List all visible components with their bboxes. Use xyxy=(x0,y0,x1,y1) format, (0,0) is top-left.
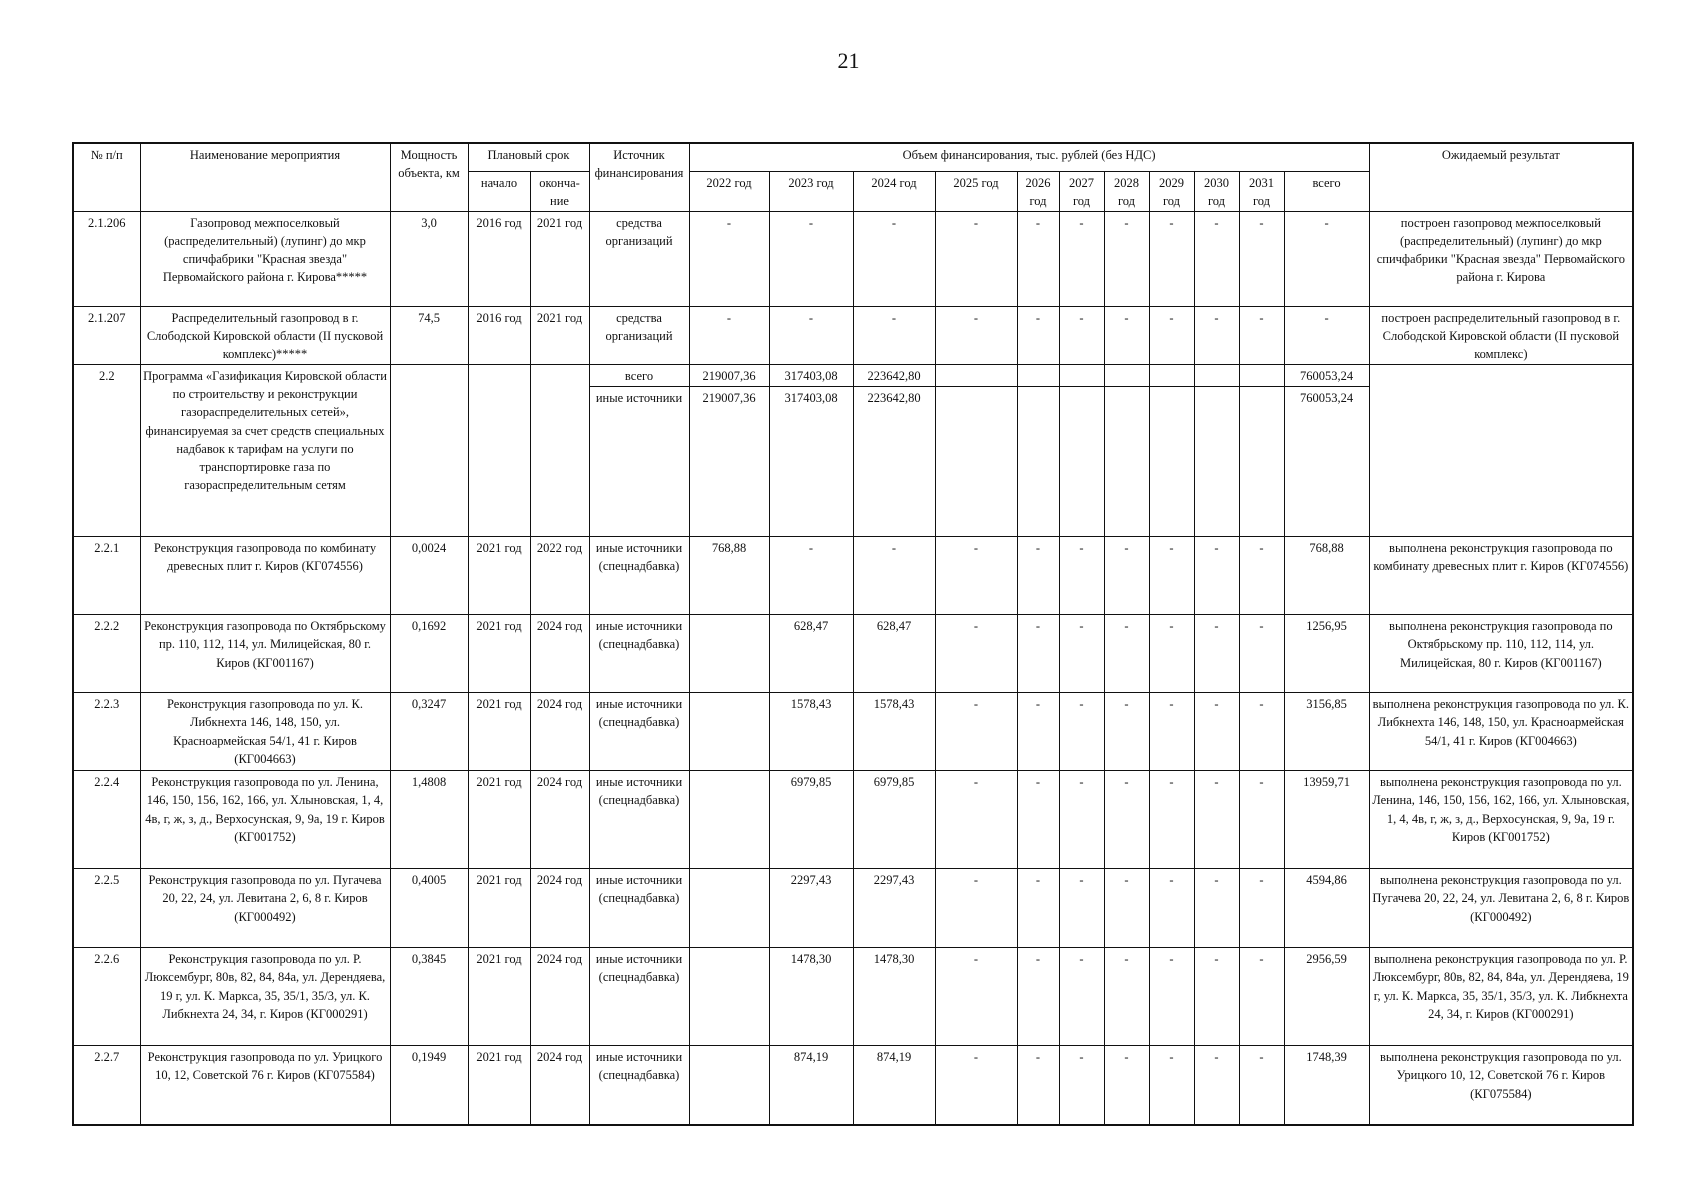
row-result: построен распределительный газопровод в г. Слободской Кировской области (II пусковой комплекс) xyxy=(1369,306,1633,364)
row-year-value: - xyxy=(1149,948,1194,1046)
header-total: всего xyxy=(1284,171,1369,211)
row-year-value: - xyxy=(1149,537,1194,615)
row-year-value: - xyxy=(1017,948,1059,1046)
row-year-value: 317403,08 xyxy=(769,365,853,387)
table-row xyxy=(73,869,1633,948)
row-year-value xyxy=(689,1046,769,1125)
financing-table xyxy=(72,142,1634,1126)
row-name: Реконструкция газопровода по ул. Пугачева 20, 22, 24, ул. Левитана 2, 6, 8 г. Киров (КГ000492) xyxy=(140,869,390,948)
row-year-value: - xyxy=(769,211,853,306)
row-num: 2.2.5 xyxy=(73,869,140,948)
row-year-value: - xyxy=(1239,771,1284,869)
header-num: № п/п xyxy=(73,143,140,211)
row-year-value: - xyxy=(1059,211,1104,306)
row-year-value: - xyxy=(1194,211,1239,306)
row-total: - xyxy=(1284,306,1369,364)
row-start: 2021 год xyxy=(468,615,530,693)
row-result: выполнена реконструкция газопровода по комбинату древесных плит г. Киров (КГ074556) xyxy=(1369,537,1633,615)
row-year-value xyxy=(689,948,769,1046)
row-year-value: - xyxy=(1059,1046,1104,1125)
row-year-value: - xyxy=(1239,211,1284,306)
row-year-value: - xyxy=(1059,771,1104,869)
header-year: 2031 год xyxy=(1239,171,1284,211)
table-row xyxy=(73,1046,1633,1125)
row-result: выполнена реконструкция газопровода по ул. Урицкого 10, 12, Советской 76 г. Киров (КГ075584) xyxy=(1369,1046,1633,1125)
row-year-value: - xyxy=(769,306,853,364)
row-source: иные источники (спецнадбавка) xyxy=(589,615,689,693)
row-year-value: - xyxy=(1017,306,1059,364)
row-year-value xyxy=(1104,365,1149,387)
row-start: 2021 год xyxy=(468,537,530,615)
row-year-value: 768,88 xyxy=(689,537,769,615)
row-start: 2021 год xyxy=(468,771,530,869)
row-num: 2.1.207 xyxy=(73,306,140,364)
header-year: 2028 год xyxy=(1104,171,1149,211)
row-capacity: 0,1692 xyxy=(390,615,468,693)
row-source: иные источники (спецнадбавка) xyxy=(589,537,689,615)
row-year-value: - xyxy=(1104,948,1149,1046)
row-year-value xyxy=(935,387,1017,537)
row-year-value: - xyxy=(1104,693,1149,771)
row-num: 2.2.7 xyxy=(73,1046,140,1125)
row-year-value: - xyxy=(935,306,1017,364)
row-year-value: - xyxy=(1239,869,1284,948)
row-year-value: - xyxy=(1194,869,1239,948)
row-num: 2.1.206 xyxy=(73,211,140,306)
table-row xyxy=(73,211,1633,306)
row-name: Реконструкция газопровода по комбинату древесных плит г. Киров (КГ074556) xyxy=(140,537,390,615)
row-year-value: - xyxy=(935,211,1017,306)
header-result: Ожидаемый результат xyxy=(1369,143,1633,211)
row-year-value: - xyxy=(1104,537,1149,615)
row-year-value: - xyxy=(1104,869,1149,948)
row-source: иные источники (спецнадбавка) xyxy=(589,869,689,948)
header-source: Источник финансирования xyxy=(589,143,689,211)
row-year-value: - xyxy=(1239,615,1284,693)
row-result: построен газопровод межпоселковый (распределительный) (лупинг) до мкр спичфабрики "Красная звезда" Первомайского района г. Кирова xyxy=(1369,211,1633,306)
row-year-value: - xyxy=(853,211,935,306)
header-year: 2024 год xyxy=(853,171,935,211)
row-year-value: - xyxy=(1194,306,1239,364)
header-period: Плановый срок xyxy=(468,143,589,171)
row-name: Реконструкция газопровода по ул. К. Либкнехта 146, 148, 150, ул. Красноармейская 54/1, 41 г. Киров (КГ004663) xyxy=(140,693,390,771)
header-year: 2027 год xyxy=(1059,171,1104,211)
header-year: 2023 год xyxy=(769,171,853,211)
row-year-value: - xyxy=(1239,306,1284,364)
row-name: Реконструкция газопровода по ул. Ленина, 146, 150, 156, 162, 166, ул. Хлыновская, 1, 4, 4в, г, ж, з, д., Верхосунская, 9, 9а, 19 г. Киров (КГ001752) xyxy=(140,771,390,869)
row-total: 3156,85 xyxy=(1284,693,1369,771)
row-year-value: - xyxy=(1017,1046,1059,1125)
row-year-value: - xyxy=(1239,693,1284,771)
row-year-value: - xyxy=(935,771,1017,869)
row-source: иные источники (спецнадбавка) xyxy=(589,1046,689,1125)
header-year: 2025 год xyxy=(935,171,1017,211)
header-start: начало xyxy=(468,171,530,211)
header-year: 2026 год xyxy=(1017,171,1059,211)
row-year-value: 1578,43 xyxy=(853,693,935,771)
row-name: Распределительный газопровод в г. Слободской Кировской области (II пусковой комплекс)***** xyxy=(140,306,390,364)
header-year: 2029 год xyxy=(1149,171,1194,211)
table-row xyxy=(73,615,1633,693)
header-year: 2030 год xyxy=(1194,171,1239,211)
row-year-value: - xyxy=(1239,1046,1284,1125)
row-year-value: - xyxy=(853,306,935,364)
row-year-value: - xyxy=(1059,869,1104,948)
row-year-value: 874,19 xyxy=(853,1046,935,1125)
row-year-value: - xyxy=(1194,693,1239,771)
row-year-value: - xyxy=(1017,869,1059,948)
row-year-value: - xyxy=(935,693,1017,771)
row-start: 2021 год xyxy=(468,948,530,1046)
row-year-value: - xyxy=(689,211,769,306)
row-capacity: 0,1949 xyxy=(390,1046,468,1125)
row-year-value: 1578,43 xyxy=(769,693,853,771)
row-year-value: 6979,85 xyxy=(769,771,853,869)
row-year-value: - xyxy=(1149,615,1194,693)
row-source: иные источники (спецнадбавка) xyxy=(589,693,689,771)
row-result: выполнена реконструкция газопровода по Октябрьскому пр. 110, 112, 114, ул. Милицейская, 80 г. Киров (КГ001167) xyxy=(1369,615,1633,693)
row-year-value: 628,47 xyxy=(853,615,935,693)
row-year-value xyxy=(1059,365,1104,387)
row-capacity: 0,3247 xyxy=(390,693,468,771)
row-year-value: - xyxy=(935,1046,1017,1125)
row-year-value: - xyxy=(935,537,1017,615)
row-capacity: 74,5 xyxy=(390,306,468,364)
row-year-value: - xyxy=(1194,615,1239,693)
row-num: 2.2 xyxy=(73,365,140,537)
row-capacity: 0,3845 xyxy=(390,948,468,1046)
row-year-value xyxy=(1239,365,1284,387)
row-end: 2024 год xyxy=(530,948,589,1046)
row-year-value: 219007,36 xyxy=(689,365,769,387)
header-year: 2022 год xyxy=(689,171,769,211)
row-year-value: 1478,30 xyxy=(853,948,935,1046)
row-name: Реконструкция газопровода по ул. Урицкого 10, 12, Советской 76 г. Киров (КГ075584) xyxy=(140,1046,390,1125)
row-end xyxy=(530,365,589,537)
row-year-value: - xyxy=(1104,306,1149,364)
row-year-value xyxy=(689,615,769,693)
row-year-value: - xyxy=(1149,1046,1194,1125)
row-year-value xyxy=(1149,365,1194,387)
row-start: 2016 год xyxy=(468,306,530,364)
row-year-value: - xyxy=(1194,1046,1239,1125)
row-name: Программа «Газификация Кировской области по строительству и реконструкции газораспределительных сетей», финансируемая за счет средств специальных надбавок к тарифам на услуги по транспортировке газа по газораспределительным сетям xyxy=(140,365,390,537)
row-year-value: 2297,43 xyxy=(853,869,935,948)
row-year-value: 223642,80 xyxy=(853,387,935,537)
row-source: средства организаций xyxy=(589,211,689,306)
row-year-value: - xyxy=(1239,537,1284,615)
row-num: 2.2.2 xyxy=(73,615,140,693)
row-name: Газопровод межпоселковый (распределительный) (лупинг) до мкр спичфабрики "Красная звезда" Первомайского района г. Кирова***** xyxy=(140,211,390,306)
row-source: иные источники xyxy=(589,387,689,537)
row-year-value: - xyxy=(1059,537,1104,615)
row-year-value: - xyxy=(1104,771,1149,869)
row-year-value: 2297,43 xyxy=(769,869,853,948)
row-year-value: - xyxy=(1059,615,1104,693)
row-year-value xyxy=(1194,387,1239,537)
row-start: 2021 год xyxy=(468,693,530,771)
row-total: 2956,59 xyxy=(1284,948,1369,1046)
row-capacity: 3,0 xyxy=(390,211,468,306)
row-year-value: - xyxy=(1059,306,1104,364)
row-year-value xyxy=(1239,387,1284,537)
row-year-value: - xyxy=(1104,615,1149,693)
row-year-value: - xyxy=(1149,211,1194,306)
row-year-value: - xyxy=(1104,211,1149,306)
row-year-value xyxy=(689,771,769,869)
row-source: всего xyxy=(589,365,689,387)
row-year-value: - xyxy=(1059,693,1104,771)
table-row xyxy=(73,693,1633,771)
row-total: - xyxy=(1284,211,1369,306)
row-year-value: - xyxy=(1017,211,1059,306)
row-year-value: - xyxy=(1017,615,1059,693)
header-funding: Объем финансирования, тыс. рублей (без НДС) xyxy=(689,143,1369,171)
row-end: 2021 год xyxy=(530,306,589,364)
row-year-value xyxy=(1059,387,1104,537)
row-name: Реконструкция газопровода по Октябрьскому пр. 110, 112, 114, ул. Милицейская, 80 г. Киров (КГ001167) xyxy=(140,615,390,693)
row-start: 2016 год xyxy=(468,211,530,306)
row-total: 760053,24 xyxy=(1284,365,1369,387)
header-end: оконча-ние xyxy=(530,171,589,211)
row-total: 4594,86 xyxy=(1284,869,1369,948)
row-year-value: 219007,36 xyxy=(689,387,769,537)
row-year-value: - xyxy=(935,869,1017,948)
row-year-value xyxy=(1149,387,1194,537)
row-total: 760053,24 xyxy=(1284,387,1369,537)
row-year-value xyxy=(1017,387,1059,537)
row-year-value: 874,19 xyxy=(769,1046,853,1125)
row-year-value: - xyxy=(1017,693,1059,771)
row-year-value xyxy=(689,693,769,771)
row-source: иные источники (спецнадбавка) xyxy=(589,771,689,869)
row-year-value: 1478,30 xyxy=(769,948,853,1046)
page-number: 21 xyxy=(837,48,860,73)
row-year-value: - xyxy=(1104,1046,1149,1125)
table-row xyxy=(73,771,1633,869)
header-capacity: Мощность объекта, км xyxy=(390,143,468,211)
row-year-value xyxy=(689,869,769,948)
row-result: выполнена реконструкция газопровода по ул. Р. Люксембург, 80в, 82, 84, 84а, ул. Дерендяева, 19 г, ул. К. Маркса, 35, 35/1, 35/3, ул. К. Либкнехта 24, 34, г. Киров (КГ000291) xyxy=(1369,948,1633,1046)
row-year-value: - xyxy=(1017,537,1059,615)
row-capacity xyxy=(390,365,468,537)
row-total: 13959,71 xyxy=(1284,771,1369,869)
row-year-value: - xyxy=(689,306,769,364)
row-year-value: - xyxy=(935,948,1017,1046)
row-year-value: - xyxy=(1149,869,1194,948)
row-start: 2021 год xyxy=(468,1046,530,1125)
row-end: 2024 год xyxy=(530,693,589,771)
row-end: 2024 год xyxy=(530,1046,589,1125)
row-total: 1256,95 xyxy=(1284,615,1369,693)
row-start xyxy=(468,365,530,537)
row-num: 2.2.3 xyxy=(73,693,140,771)
row-year-value xyxy=(1194,365,1239,387)
row-start: 2021 год xyxy=(468,869,530,948)
row-end: 2021 год xyxy=(530,211,589,306)
table-row xyxy=(73,306,1633,364)
row-name: Реконструкция газопровода по ул. Р. Люксембург, 80в, 82, 84, 84а, ул. Дерендяева, 19 г, ул. К. Маркса, 35, 35/1, 35/3, ул. К. Либкнехта 24, 34, г. Киров (КГ000291) xyxy=(140,948,390,1046)
table-row xyxy=(73,537,1633,615)
row-year-value: 6979,85 xyxy=(853,771,935,869)
row-year-value: - xyxy=(769,537,853,615)
table-row xyxy=(73,365,1633,387)
header-name: Наименование мероприятия xyxy=(140,143,390,211)
row-year-value: - xyxy=(935,615,1017,693)
row-year-value xyxy=(935,365,1017,387)
row-year-value: - xyxy=(1149,306,1194,364)
row-end: 2024 год xyxy=(530,869,589,948)
row-year-value xyxy=(1017,365,1059,387)
row-num: 2.2.6 xyxy=(73,948,140,1046)
row-year-value: - xyxy=(1059,948,1104,1046)
row-total: 1748,39 xyxy=(1284,1046,1369,1125)
row-year-value: - xyxy=(1194,771,1239,869)
row-capacity: 0,0024 xyxy=(390,537,468,615)
row-capacity: 1,4808 xyxy=(390,771,468,869)
row-result: выполнена реконструкция газопровода по ул. К. Либкнехта 146, 148, 150, ул. Красноармейская 54/1, 41 г. Киров (КГ004663) xyxy=(1369,693,1633,771)
row-end: 2024 год xyxy=(530,771,589,869)
row-num: 2.2.1 xyxy=(73,537,140,615)
row-year-value: - xyxy=(853,537,935,615)
row-num: 2.2.4 xyxy=(73,771,140,869)
row-year-value: 317403,08 xyxy=(769,387,853,537)
row-year-value: - xyxy=(1017,771,1059,869)
row-year-value: 223642,80 xyxy=(853,365,935,387)
row-year-value: - xyxy=(1239,948,1284,1046)
row-year-value: - xyxy=(1149,693,1194,771)
row-source: иные источники (спецнадбавка) xyxy=(589,948,689,1046)
row-end: 2024 год xyxy=(530,615,589,693)
row-source: средства организаций xyxy=(589,306,689,364)
row-capacity: 0,4005 xyxy=(390,869,468,948)
row-result: выполнена реконструкция газопровода по ул. Пугачева 20, 22, 24, ул. Левитана 2, 6, 8 г. Киров (КГ000492) xyxy=(1369,869,1633,948)
row-result xyxy=(1369,365,1633,537)
row-end: 2022 год xyxy=(530,537,589,615)
row-year-value xyxy=(1104,387,1149,537)
row-year-value: - xyxy=(1194,948,1239,1046)
row-year-value: - xyxy=(1149,771,1194,869)
row-year-value: 628,47 xyxy=(769,615,853,693)
row-total: 768,88 xyxy=(1284,537,1369,615)
row-result: выполнена реконструкция газопровода по ул. Ленина, 146, 150, 156, 162, 166, ул. Хлыновская, 1, 4, 4в, г, ж, з, д., Верхосунская, 9, 9а, 19 г. Киров (КГ001752) xyxy=(1369,771,1633,869)
row-year-value: - xyxy=(1194,537,1239,615)
table-row xyxy=(73,948,1633,1046)
